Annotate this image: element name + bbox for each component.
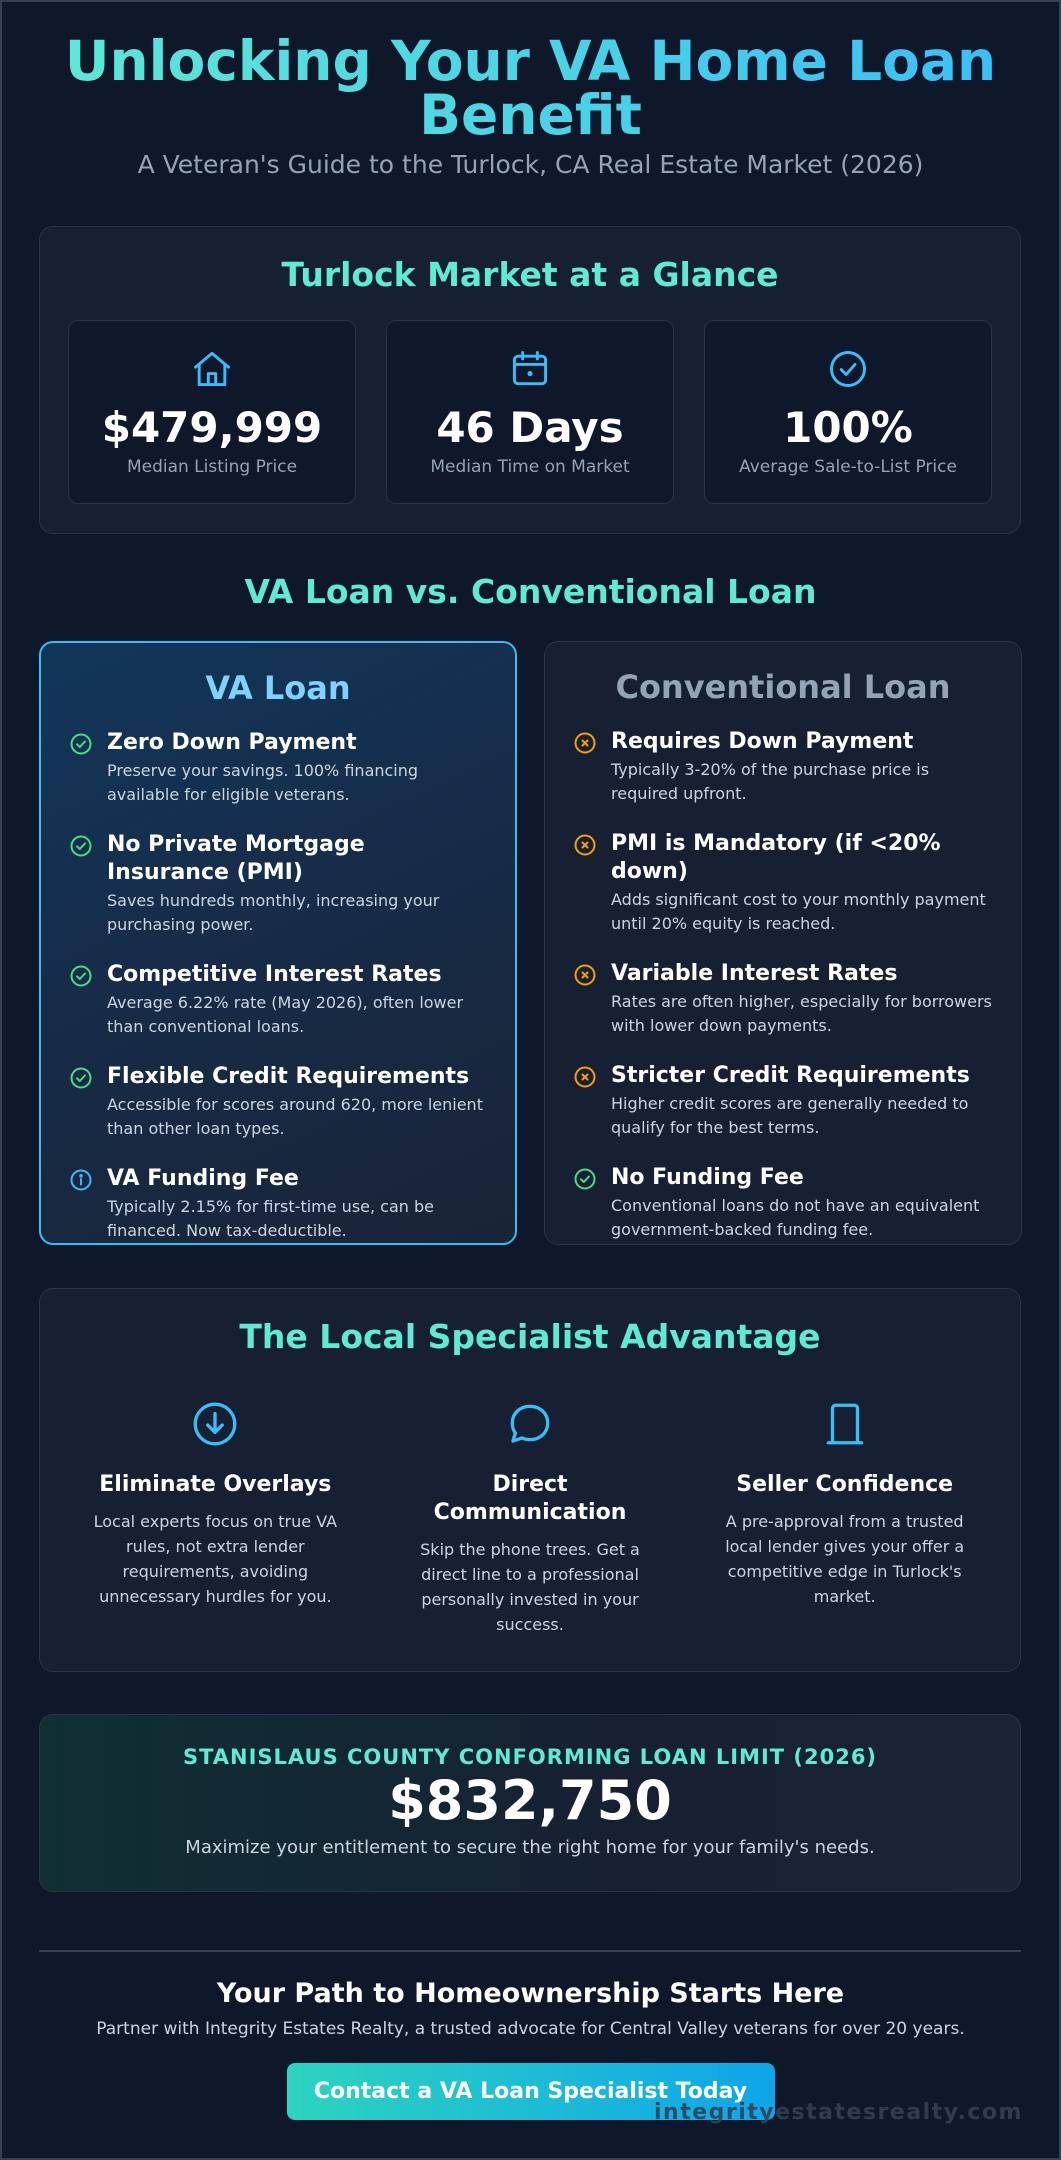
feature-item: [573, 1164, 993, 1242]
check-icon: [69, 964, 93, 988]
va-loan-card: [39, 641, 517, 1245]
feature-desc: Higher credit scores are generally needed to qualify for the best terms.: [611, 1094, 969, 1137]
loan-limit-label: STANISLAUS COUNTY CONFORMING LOAN LIMIT (2026): [182, 1745, 878, 1769]
feature-desc: Conventional loans do not have an equivalent government-backed funding fee.: [611, 1196, 980, 1239]
check-icon: [69, 732, 93, 756]
stat-label: Median Time on Market: [430, 457, 630, 477]
feature-title: No Funding Fee: [611, 1165, 804, 1190]
market-glance-panel: [39, 226, 1021, 534]
stat-card-sale-to-list: [704, 320, 992, 504]
feature-title: Requires Down Payment: [611, 729, 914, 754]
house-icon: [190, 347, 234, 391]
calendar-icon: [508, 347, 552, 391]
stat-label: Median Listing Price: [126, 457, 298, 477]
advantage-desc: A pre-approval from a trusted local lender gives your offer a competitive edge in Turlock's market.: [725, 1512, 965, 1606]
feature-desc: Typically 3-20% of the purchase price is required upfront.: [611, 760, 930, 803]
info-icon: [69, 1168, 93, 1192]
advantage-item: [697, 1399, 992, 1637]
comparison-title: VA Loan vs. Conventional Loan: [244, 572, 817, 611]
feature-title: Competitive Interest Rates: [107, 962, 442, 987]
specialist-panel: [39, 1288, 1021, 1672]
feature-desc: Preserve your savings. 100% financing available for eligible veterans.: [107, 761, 419, 804]
feature-item: [573, 960, 993, 1038]
stat-value: 100%: [783, 403, 913, 452]
page-title: Unlocking Your VA Home Loan Benefit: [0, 34, 1061, 142]
advantage-item: [383, 1399, 678, 1637]
feature-item: [69, 1165, 487, 1243]
va-loan-title: VA Loan: [205, 669, 351, 707]
feature-desc: Accessible for scores around 620, more lenient than other loan types.: [107, 1095, 483, 1138]
footer-divider: [39, 1950, 1021, 1952]
footer-desc: Partner with Integrity Estates Realty, a trusted advocate for Central Valley veterans for over 20 years.: [96, 2019, 965, 2039]
feature-title: VA Funding Fee: [107, 1166, 299, 1191]
feature-title: PMI is Mandatory (if <20% down): [611, 831, 941, 884]
feature-item: [69, 729, 487, 807]
x-icon: [573, 1065, 597, 1089]
advantage-title: Eliminate Overlays: [99, 1472, 332, 1497]
feature-desc: Typically 2.15% for first-time use, can be financed. Now tax-deductible.: [107, 1197, 434, 1240]
conventional-loan-card: [544, 641, 1022, 1245]
feature-desc: Average 6.22% rate (May 2026), often lower than conventional loans.: [107, 993, 464, 1036]
check-icon: [573, 1167, 597, 1191]
x-icon: [573, 833, 597, 857]
footer: [0, 1978, 1061, 2120]
market-title: Turlock Market at a Glance: [281, 255, 779, 294]
feature-title: Zero Down Payment: [107, 730, 357, 755]
advantage-row: [68, 1399, 992, 1637]
advantage-title: Seller Confidence: [736, 1472, 954, 1497]
feature-item: [69, 831, 487, 937]
feature-desc: Adds significant cost to your monthly payment until 20% equity is reached.: [611, 890, 986, 933]
advantage-item: [68, 1399, 363, 1637]
check-icon: [69, 1066, 93, 1090]
check-icon: [69, 834, 93, 858]
watermark: integrityestatesrealty.com: [654, 2100, 1023, 2125]
feature-item: [69, 1063, 487, 1141]
contact-specialist-button[interactable]: Contact a VA Loan Specialist Today: [287, 2063, 775, 2120]
page-subtitle: A Veteran's Guide to the Turlock, CA Real Estate Market (2026): [137, 150, 924, 179]
feature-desc: Rates are often higher, especially for borrowers with lower down payments.: [611, 992, 992, 1035]
x-icon: [573, 963, 597, 987]
feature-title: No Private Mortgage Insurance (PMI): [107, 832, 365, 885]
check-circle-icon: [826, 347, 870, 391]
feature-item: [573, 728, 993, 806]
feature-title: Flexible Credit Requirements: [107, 1064, 470, 1089]
stat-card-listing-price: [68, 320, 356, 504]
advantage-title: Direct Communication: [433, 1472, 627, 1525]
chat-bubble-icon: [505, 1399, 555, 1449]
feature-item: [573, 1062, 993, 1140]
loan-limit-panel: [39, 1714, 1021, 1892]
loan-limit-value: $832,750: [388, 1769, 672, 1832]
feature-item: [69, 961, 487, 1039]
conventional-loan-title: Conventional Loan: [615, 668, 951, 706]
stat-label: Average Sale-to-List Price: [739, 457, 957, 477]
feature-title: Stricter Credit Requirements: [611, 1063, 970, 1088]
advantage-desc: Skip the phone trees. Get a direct line to a professional personally invested in your success.: [420, 1540, 640, 1634]
footer-title: Your Path to Homeownership Starts Here: [216, 1978, 845, 2009]
x-icon: [573, 731, 597, 755]
feature-title: Variable Interest Rates: [611, 961, 898, 986]
stat-value: $479,999: [101, 403, 323, 452]
loan-limit-desc: Maximize your entitlement to secure the right home for your family's needs.: [185, 1837, 875, 1858]
feature-item: [573, 830, 993, 936]
stat-card-time-on-market: [386, 320, 674, 504]
market-stats: [68, 320, 992, 504]
page-header: [0, 29, 1061, 179]
specialist-title: The Local Specialist Advantage: [239, 1317, 821, 1356]
advantage-desc: Local experts focus on true VA rules, not extra lender requirements, avoiding unnecessary hurdles for you.: [93, 1512, 338, 1606]
feature-desc: Saves hundreds monthly, increasing your purchasing power.: [107, 891, 440, 934]
stat-value: 46 Days: [436, 403, 624, 452]
download-circle-icon: [190, 1399, 240, 1449]
door-icon: [820, 1399, 870, 1449]
